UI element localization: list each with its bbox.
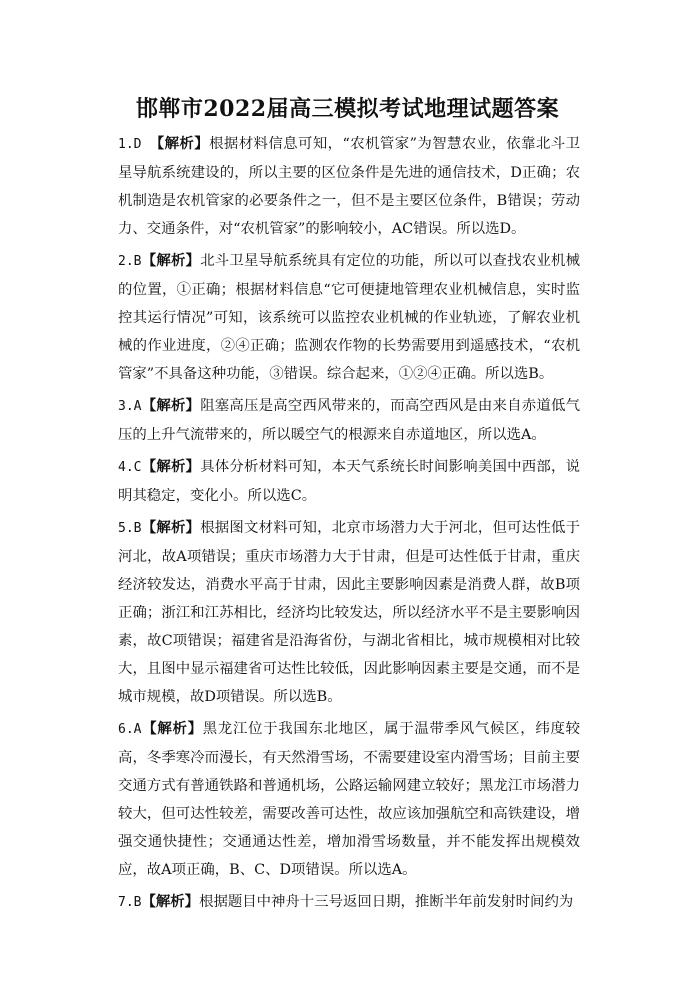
- answer-item-6: [118, 715, 580, 884]
- answer-number: 7.B: [118, 895, 142, 910]
- answer-number: 1.D: [118, 137, 150, 152]
- answer-text: 根据图文材料可知，北京市场潜力大于河北，但可达性低于河北，故A项错误；重庆市场潜力大于甘肃，但是可达性低于甘肃，重庆经济较发达，消费水平高于甘肃，因此主要影响因素是消费人群，故B项正确；浙江和江苏相比，经济均比较发达，所以经济水平不是主要影响因素，故C项错误；福建省是沿海省份，与湖北省相比，城市规模相对比较大，且图中显示福建省可达性比较低，因此影响因素主要是交通，而不是城市规模，故D项错误。所以选B。: [118, 520, 580, 705]
- analysis-tag: 【解析】: [141, 894, 200, 910]
- answer-number: 2.B: [118, 254, 142, 269]
- answer-number: 5.B: [118, 521, 142, 536]
- answer-text: 根据材料信息可知，“农机管家”为智慧农业，依靠北斗卫星导航系统建设的，所以主要的区位条件是先进的通信技术，D正确；农机制造是农机管家的必要条件之一，但不是主要区位条件，B错误；劳动力、交通条件，对“农机管家”的影响较小，AC错误。所以选D。: [118, 136, 580, 237]
- analysis-tag: 【解析】: [141, 253, 201, 269]
- answer-item-5: [118, 514, 580, 711]
- answer-number: 6.A: [118, 722, 142, 737]
- answer-text: 黑龙江位于我国东北地区，属于温带季风气候区，纬度较高，冬季寒冷而漫长，有天然滑雪场，不需要建设室内滑雪场；目前主要交通方式有普通铁路和普通机场，公路运输网建立较好；黑龙江市场潜力较大，但可达性较差，需要改善可达性，故应该加强航空和高铁建设，增强交通快捷性；交通通达性差，增加滑雪场数量，并不能发挥出规模效应，故A项正确，B、C、D项错误。所以选A。: [118, 721, 580, 878]
- analysis-tag: 【解析】: [141, 721, 203, 737]
- analysis-tag: 【解析】: [141, 398, 201, 414]
- answer-text: 根据题目中神舟十三号返回日期，推断半年前发射时间约为: [199, 894, 574, 910]
- answer-item-4: [118, 453, 580, 510]
- answer-text: 北斗卫星导航系统具有定位的功能，所以可以查找农业机械的位置，①正确；根据材料信息“它可便捷地管理农业机械信息，实时监控其运行情况”可知，该系统可以监控农业机械的作业轨迹，了解农业机械的作业进度，②④正确；监测农作物的长势需要用到遥感技术，“农机管家”不具备这种功能，③错误。综合起来，①②④正确。所以选B。: [118, 253, 580, 382]
- answer-item-7: [118, 888, 580, 917]
- answer-item-3: [118, 392, 580, 449]
- answer-text: 阻塞高压是高空西风带来的，而高空西风是由来自赤道低气压的上升气流带来的，所以暖空气的根源来自赤道地区，所以选A。: [118, 398, 580, 443]
- analysis-tag: 【解析】: [141, 459, 201, 475]
- analysis-tag: 【解析】: [149, 136, 210, 152]
- answer-item-2: [118, 247, 580, 388]
- answer-item-1: [118, 130, 580, 243]
- document-title: 邯郸市2022届高三模拟考试地理试题答案: [135, 96, 560, 122]
- answer-number: 4.C: [118, 460, 142, 475]
- answer-number: 3.A: [118, 399, 142, 414]
- analysis-tag: 【解析】: [141, 520, 201, 536]
- answer-text: 具体分析材料可知，本天气系统长时间影响美国中西部，说明其稳定，变化小。所以选C。: [118, 459, 580, 504]
- answer-list: [118, 130, 580, 921]
